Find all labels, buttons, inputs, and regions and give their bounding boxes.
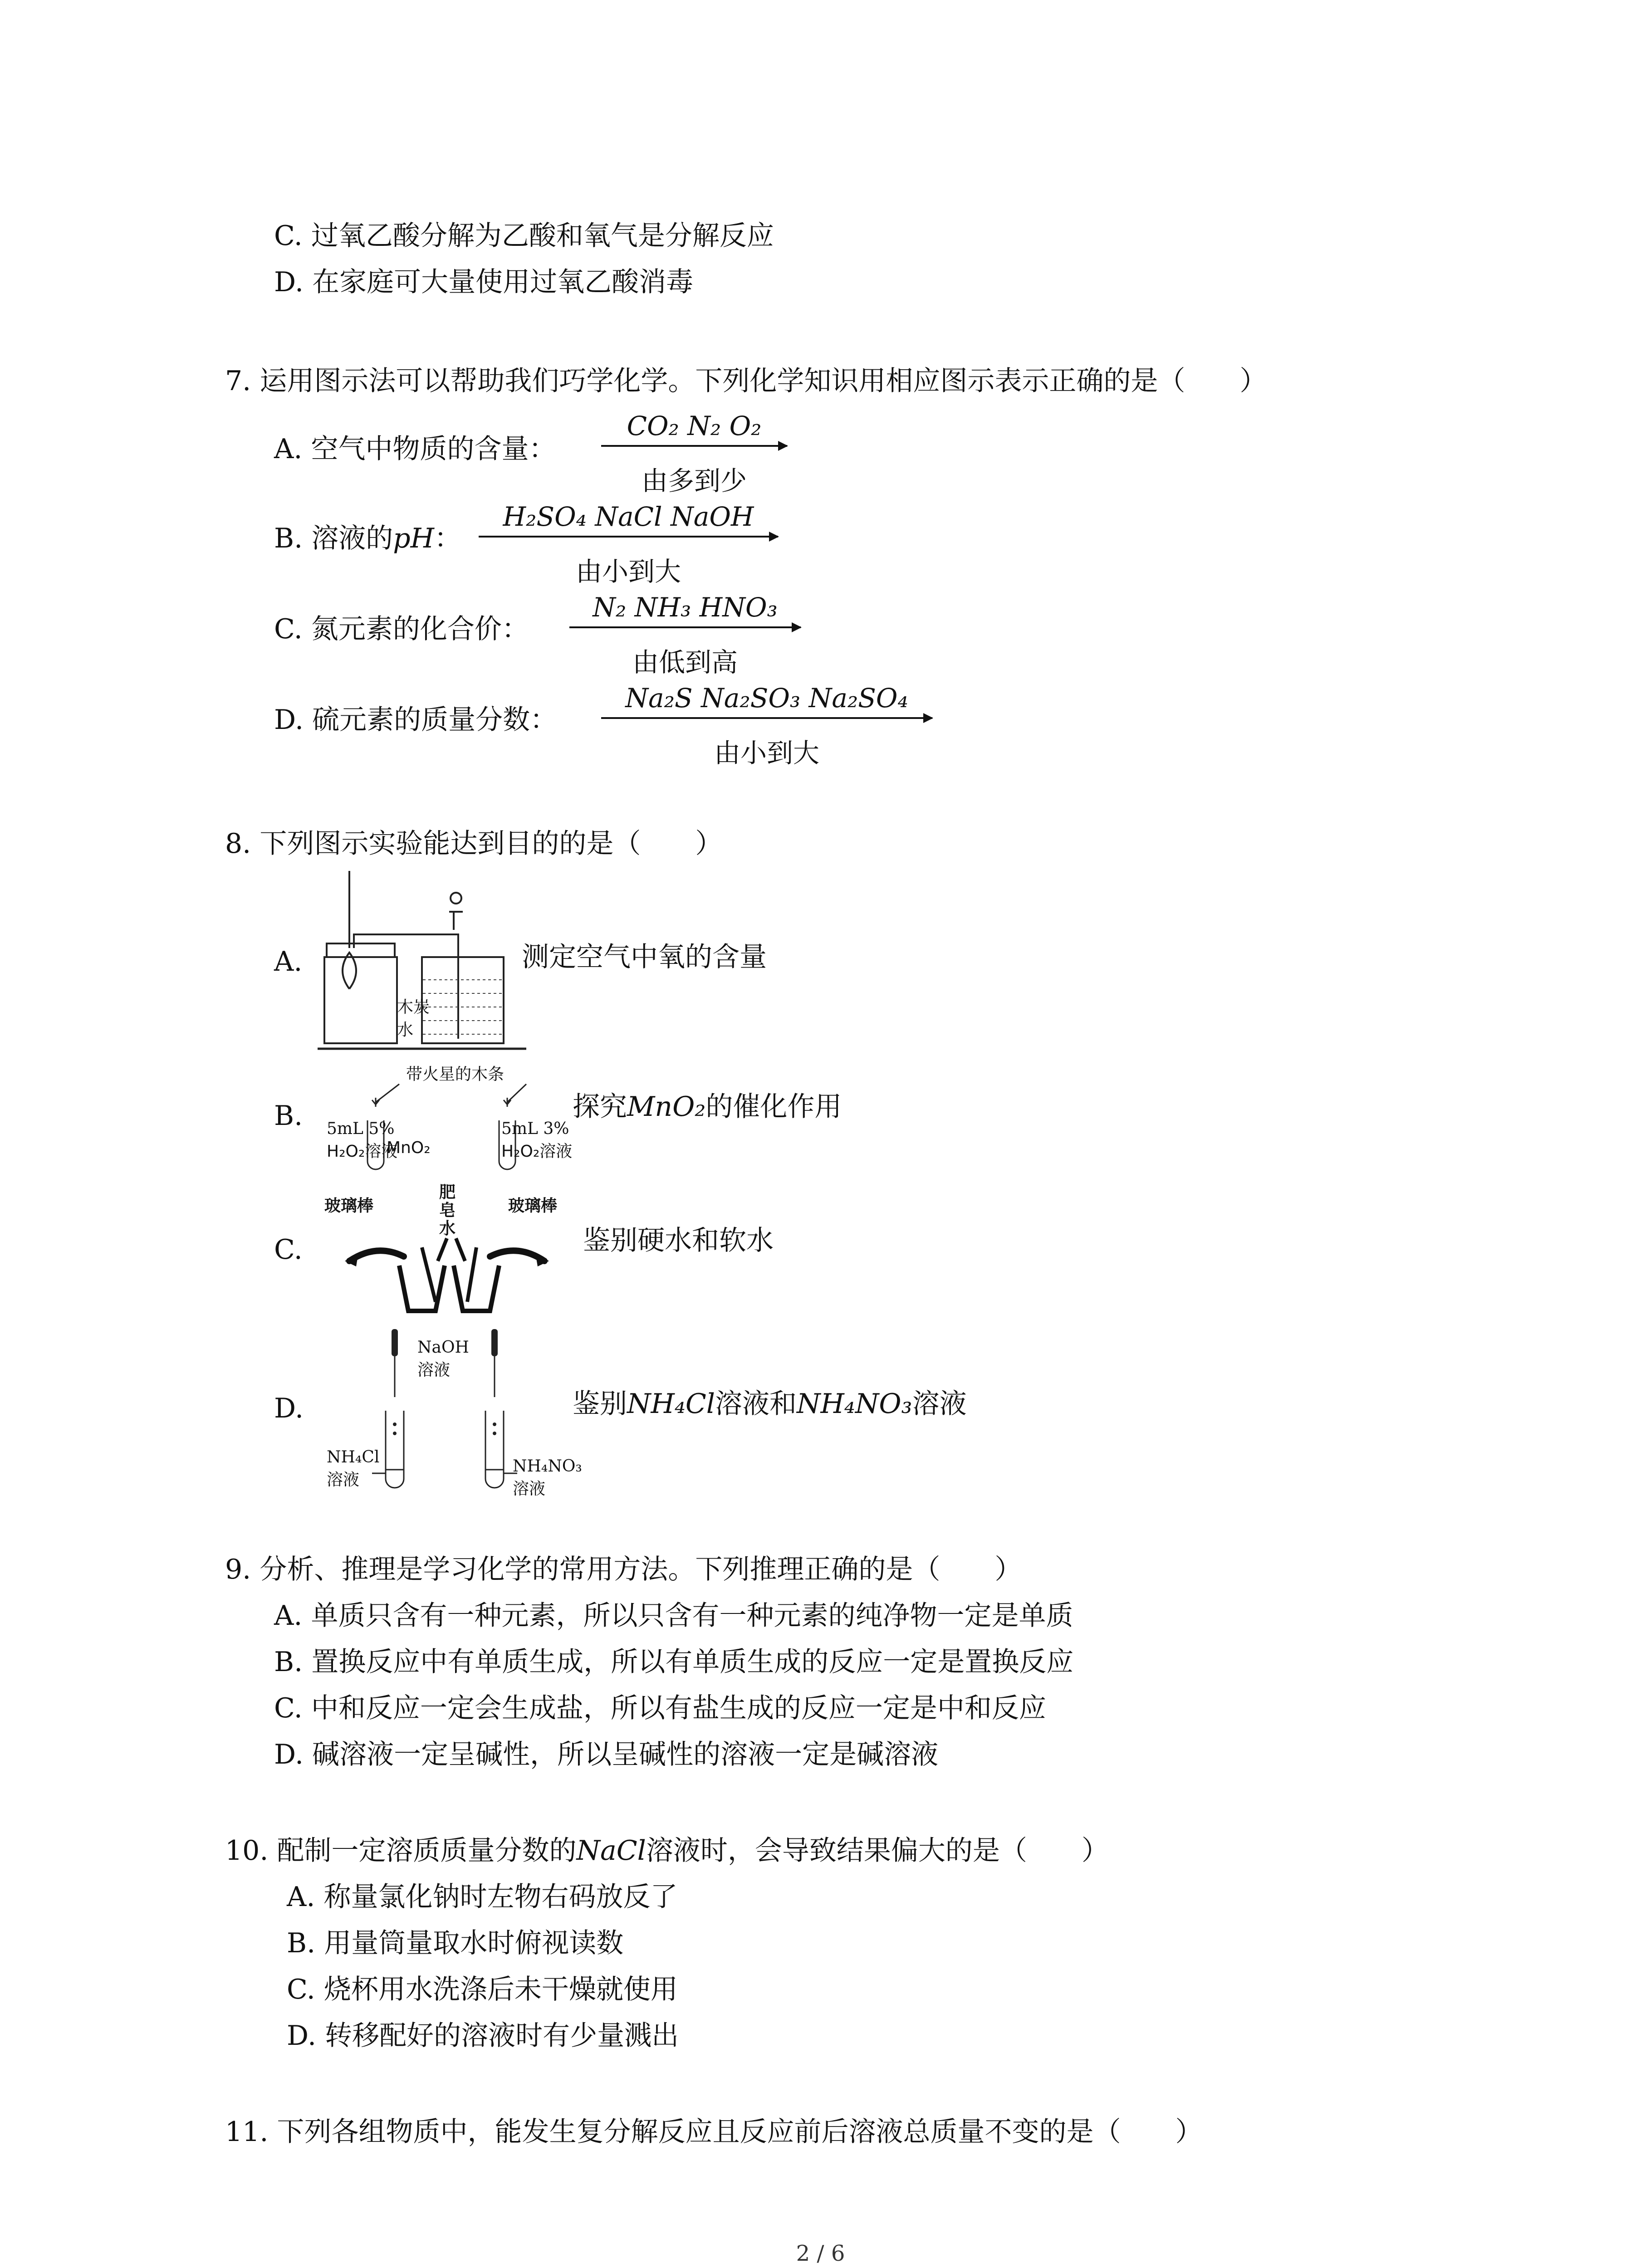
q7-option-d-label: D. 硫元素的质量分数： (274, 704, 558, 736)
q8-option-b-figure (327, 1061, 581, 1175)
q7-option-a-over: CO₂ N₂ O₂ (627, 411, 762, 441)
q8-option-b-text: 探究MnO₂的催化作用 (573, 1091, 842, 1123)
naoh-label: NaOH (417, 1338, 469, 1357)
q8-option-a-letter: A. (274, 946, 303, 978)
q6-option-d: D. 在家庭可大量使用过氧乙酸消毒 (274, 266, 694, 298)
page-number: 2 / 6 (796, 2241, 845, 2266)
q8-option-a-figure (318, 871, 526, 1057)
arrow-right-icon (601, 445, 787, 447)
soap-label-3: 水 (439, 1219, 456, 1238)
glass-rod-right-label: 玻璃棒 (508, 1197, 558, 1215)
h2o2-solution-left-label: H₂O₂溶液 (327, 1142, 398, 1161)
q8-option-a-text: 测定空气中氧的含量 (522, 941, 767, 973)
q8-option-c-text: 鉴别硬水和软水 (583, 1225, 774, 1256)
glass-rod-left-label: 玻璃棒 (324, 1197, 374, 1215)
q7-option-a-label: A. 空气中物质的含量： (274, 433, 556, 465)
arrow-right-icon (569, 626, 801, 628)
arrow-right-icon (601, 717, 932, 719)
charcoal-label: 木炭 (397, 998, 430, 1017)
mno2-label: MnO₂ (387, 1139, 431, 1157)
naoh-solution-label: 溶液 (417, 1361, 451, 1379)
q7-option-b-arrow (479, 501, 778, 592)
q8-option-d-figure (318, 1329, 582, 1498)
q7-option-c-label: C. 氮元素的化合价： (274, 613, 529, 645)
q10-option-b: B. 用量筒量取水时俯视读数 (287, 1927, 624, 1959)
q9-option-b: B. 置换反应中有单质生成，所以有单质生成的反应一定是置换反应 (274, 1646, 1074, 1678)
q8-option-c-figure (318, 1179, 581, 1329)
arrow-right-icon (479, 536, 778, 538)
q7-option-b-over: H₂SO₄ NaCl NaOH (503, 501, 754, 532)
q8-option-b-letter: B. (274, 1100, 303, 1132)
q7-option-d-over: Na₂S Na₂SO₃ Na₂SO₄ (625, 683, 908, 714)
q6-option-c: C. 过氧乙酸分解为乙酸和氧气是分解反应 (274, 220, 774, 252)
q8-stem: 8. 下列图示实验能达到目的的是（ ） (225, 828, 723, 860)
nh4no3-solution-label: 溶液 (513, 1480, 546, 1498)
h2o2-solution-right-label: H₂O₂溶液 (501, 1142, 573, 1161)
q7-option-c-arrow (569, 592, 801, 683)
q7-option-b-under: 由小到大 (575, 556, 681, 587)
q10-option-d: D. 转移配好的溶液时有少量溅出 (287, 2020, 679, 2052)
soap-label-2: 皂 (439, 1201, 456, 1220)
soap-label-1: 肥 (439, 1183, 456, 1202)
q9-option-c: C. 中和反应一定会生成盐，所以有盐生成的反应一定是中和反应 (274, 1692, 1046, 1724)
glowing-splint-label: 带火星的木条 (406, 1065, 505, 1084)
q8-option-d-text: 鉴别NH₄Cl溶液和NH₄NO₃溶液 (573, 1388, 967, 1420)
q9-option-d: D. 碱溶液一定呈碱性，所以呈碱性的溶液一定是碱溶液 (274, 1739, 939, 1770)
q8-option-d-letter: D. (274, 1393, 304, 1424)
q7-option-a-under: 由多到少 (641, 465, 747, 496)
q7-option-a-arrow (601, 411, 787, 501)
h2o2-3-volume-label: 5mL 3% (501, 1119, 569, 1138)
q9-option-a: A. 单质只含有一种元素，所以只含有一种元素的纯净物一定是单质 (274, 1600, 1073, 1632)
q7-stem: 7. 运用图示法可以帮助我们巧学化学。下列化学知识用相应图示表示正确的是（ ） (225, 365, 1267, 397)
nh4no3-label: NH₄NO₃ (513, 1457, 582, 1476)
q10-stem: 10. 配制一定溶质质量分数的NaCl溶液时，会导致结果偏大的是（ ） (225, 1835, 1109, 1867)
q9-stem: 9. 分析、推理是学习化学的常用方法。下列推理正确的是（ ） (225, 1554, 1022, 1585)
q10-option-c: C. 烧杯用水洗涤后未干燥就使用 (287, 1974, 678, 2005)
q7-option-b-label: B. 溶液的pH： (274, 523, 461, 554)
q7-option-d-under: 由小到大 (714, 738, 819, 768)
q7-option-c-over: N₂ NH₃ HNO₃ (593, 592, 778, 623)
water-label: 水 (397, 1021, 414, 1039)
q8-option-c-letter: C. (274, 1234, 303, 1266)
q10-option-a: A. 称量氯化钠时左物右码放反了 (287, 1881, 678, 1913)
nh4cl-solution-label: 溶液 (327, 1471, 360, 1489)
air-oxygen-apparatus-icon (318, 871, 526, 1057)
q7-option-c-under: 由低到高 (632, 647, 738, 678)
nh4cl-label: NH₄Cl (327, 1448, 380, 1466)
q7-option-d-arrow (601, 683, 932, 773)
h2o2-5-volume-label: 5mL 5% (327, 1119, 395, 1138)
q11-stem: 11. 下列各组物质中，能发生复分解反应且反应前后溶液总质量不变的是（ ） (225, 2116, 1203, 2148)
